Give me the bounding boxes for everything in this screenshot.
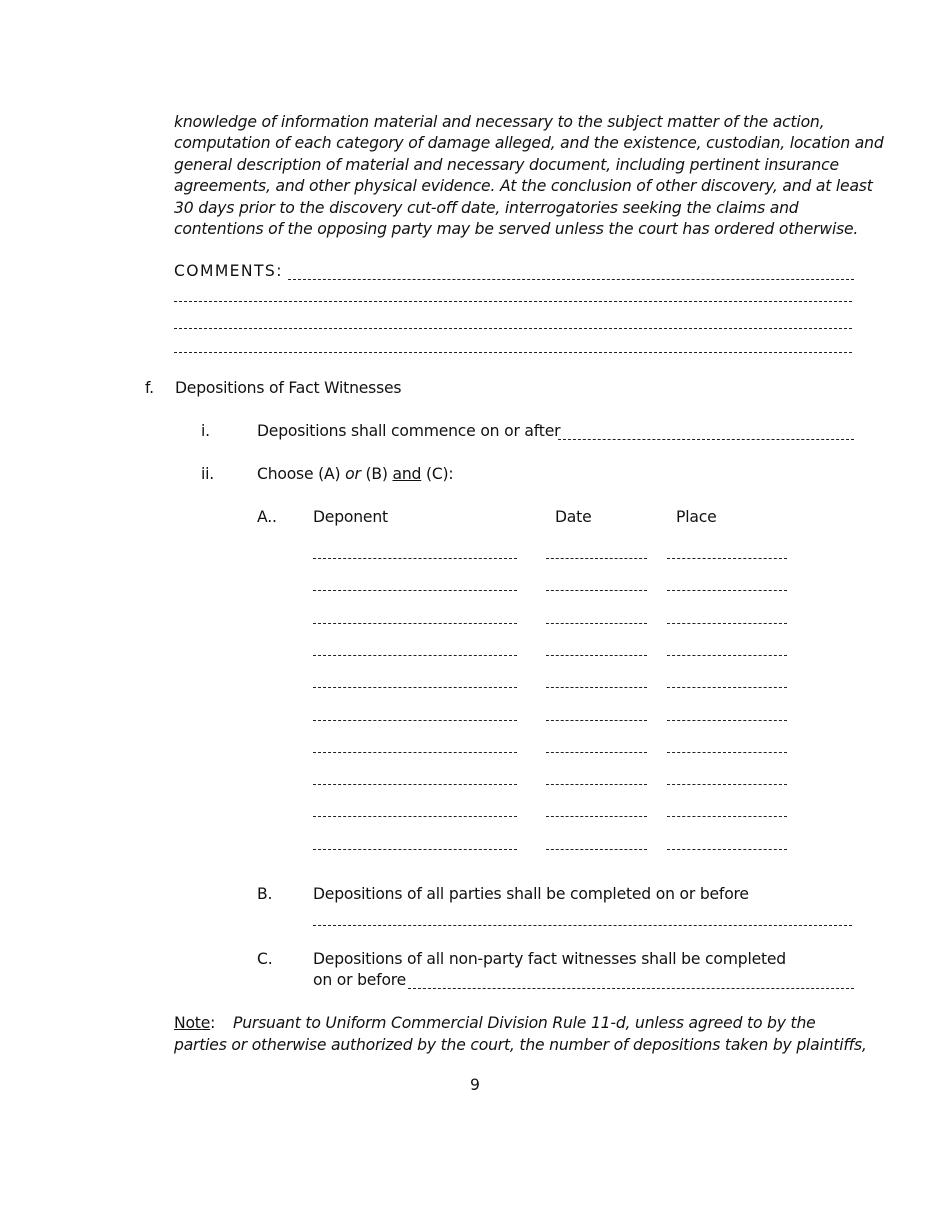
place-field[interactable] xyxy=(667,623,787,624)
comments-field-line-4[interactable] xyxy=(174,352,852,353)
page-number: 9 xyxy=(470,1076,480,1094)
deponent-field[interactable] xyxy=(313,590,517,591)
item-ii-middle: (B) xyxy=(360,465,393,483)
note-colon: : xyxy=(210,1014,216,1032)
place-field[interactable] xyxy=(667,558,787,559)
deponent-field[interactable] xyxy=(313,752,517,753)
place-field[interactable] xyxy=(667,784,787,785)
item-ii-suffix: (C): xyxy=(421,465,454,483)
date-field[interactable] xyxy=(546,623,647,624)
intro-line: computation of each category of damage alleged, and the existence, custodian, location and xyxy=(174,134,884,153)
date-field[interactable] xyxy=(546,687,647,688)
date-field[interactable] xyxy=(546,720,647,721)
date-field[interactable] xyxy=(546,752,647,753)
section-f-title: Depositions of Fact Witnesses xyxy=(175,379,402,397)
option-b-marker: B. xyxy=(257,885,273,903)
date-field[interactable] xyxy=(546,558,647,559)
date-field[interactable] xyxy=(546,590,647,591)
deponent-field[interactable] xyxy=(313,558,517,559)
intro-paragraph xyxy=(174,112,884,240)
note-line-1: Pursuant to Uniform Commercial Division Rule 11-d, unless agreed to by the xyxy=(233,1014,816,1032)
item-ii-and: and xyxy=(392,465,422,483)
date-field[interactable] xyxy=(546,655,647,656)
intro-line: agreements, and other physical evidence. At the conclusion of other discovery, and at least xyxy=(174,177,873,196)
comments-field-line-2[interactable] xyxy=(174,301,852,302)
date-header: Date xyxy=(555,508,592,526)
date-field[interactable] xyxy=(546,816,647,817)
option-a-marker: A.. xyxy=(257,508,277,526)
intro-line: contentions of the opposing party may be served unless the court has ordered otherwise. xyxy=(174,220,859,239)
deponent-field[interactable] xyxy=(313,849,517,850)
item-ii-or: or xyxy=(345,465,361,483)
intro-line: 30 days prior to the discovery cut-off date, interrogatories seeking the claims and xyxy=(174,198,799,217)
item-i-text: Depositions shall commence on or after xyxy=(257,422,561,440)
place-field[interactable] xyxy=(667,590,787,591)
place-field[interactable] xyxy=(667,720,787,721)
commence-date-field[interactable] xyxy=(558,439,854,440)
deponent-field[interactable] xyxy=(313,655,517,656)
place-field[interactable] xyxy=(667,752,787,753)
note-label-wrap xyxy=(174,1014,215,1032)
deponent-header: Deponent xyxy=(313,508,388,526)
deponent-field[interactable] xyxy=(313,720,517,721)
place-field[interactable] xyxy=(667,655,787,656)
item-i-marker: i. xyxy=(201,422,210,440)
option-c-text-line1: Depositions of all non-party fact witnesses shall be completed xyxy=(313,950,786,968)
intro-line: knowledge of information material and necessary to the subject matter of the action, xyxy=(174,113,825,131)
parties-completion-date-field[interactable] xyxy=(313,925,852,926)
deponent-field[interactable] xyxy=(313,687,517,688)
date-field[interactable] xyxy=(546,784,647,785)
section-f-marker: f. xyxy=(145,379,154,397)
deponent-field[interactable] xyxy=(313,816,517,817)
option-b-text: Depositions of all parties shall be completed on or before xyxy=(313,885,749,903)
comments-field-line-3[interactable] xyxy=(174,328,852,329)
place-field[interactable] xyxy=(667,816,787,817)
note-line-2: parties or otherwise authorized by the court, the number of depositions taken by plaintiffs, xyxy=(174,1036,867,1054)
item-ii-text xyxy=(257,465,454,483)
option-c-text-line2: on or before xyxy=(313,971,407,989)
place-header: Place xyxy=(676,508,717,526)
option-c-marker: C. xyxy=(257,950,273,968)
place-field[interactable] xyxy=(667,849,787,850)
deponent-field[interactable] xyxy=(313,623,517,624)
place-field[interactable] xyxy=(667,687,787,688)
intro-line: general description of material and necessary document, including pertinent insurance xyxy=(174,155,839,174)
deponent-field[interactable] xyxy=(313,784,517,785)
date-field[interactable] xyxy=(546,849,647,850)
comments-field-line-1[interactable] xyxy=(288,279,854,280)
item-ii-marker: ii. xyxy=(201,465,215,483)
comments-label: COMMENTS: xyxy=(174,262,283,280)
non-party-completion-date-field[interactable] xyxy=(408,988,854,989)
note-label: Note xyxy=(174,1014,211,1032)
item-ii-prefix: Choose (A) xyxy=(257,465,346,483)
